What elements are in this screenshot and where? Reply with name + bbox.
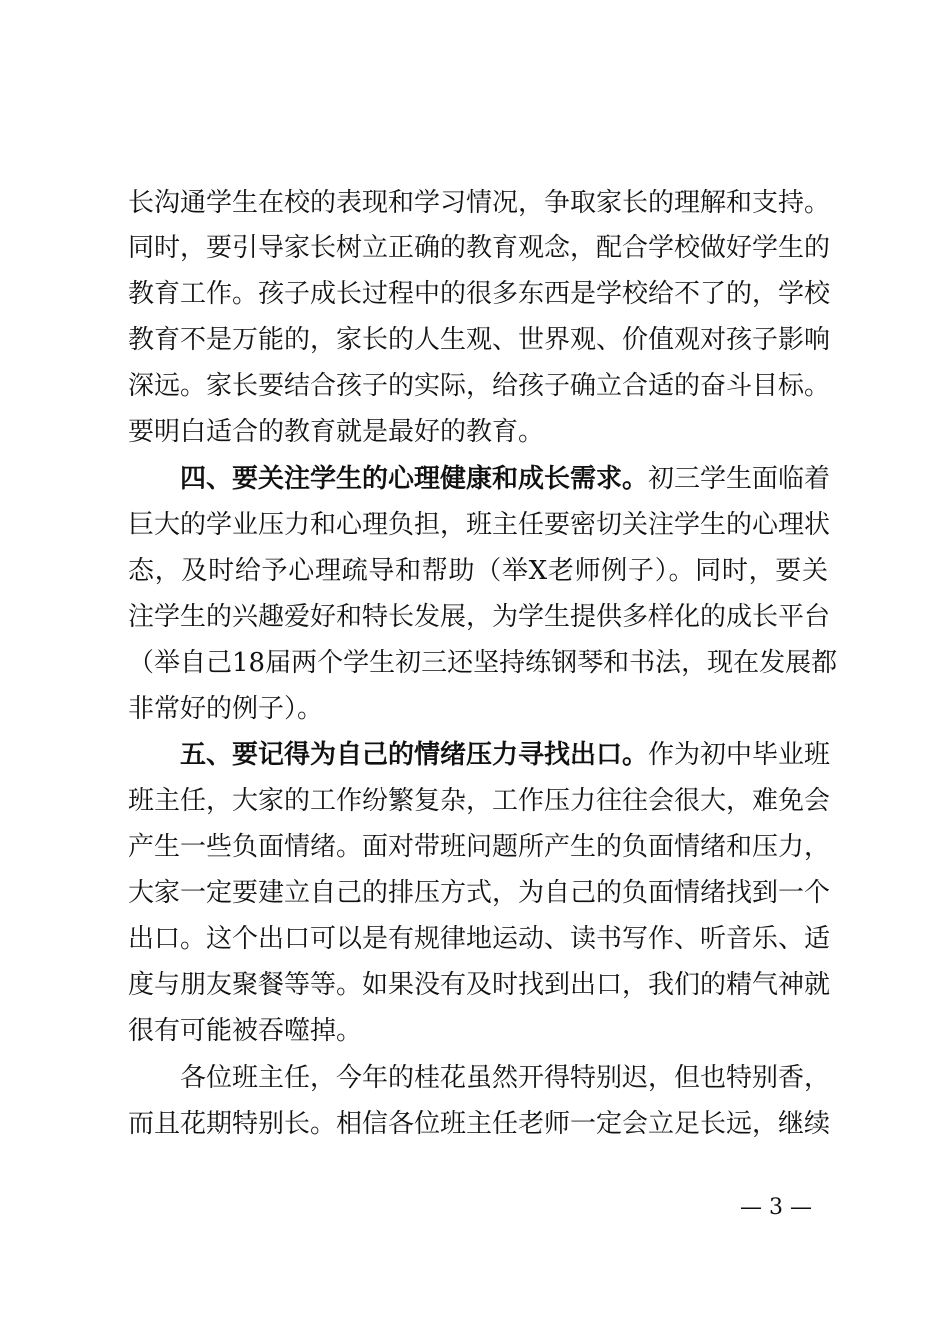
section-5-heading: 五、要记得为自己的情绪压力寻找出口。 <box>180 740 649 770</box>
body-text-line: 要明白适合的教育就是最好的教育。 <box>128 417 545 447</box>
body-text-line: 度与朋友聚餐等等。如果没有及时找到出口，我们的精气神就 <box>128 970 831 1000</box>
body-text-line: 深远。家长要结合孩子的实际，给孩子确立合适的奋斗目标。 <box>128 371 831 401</box>
section-4-heading: 四、要关注学生的心理健康和成长需求。 <box>180 464 649 494</box>
body-text-line: 产生一些负面情绪。面对带班问题所产生的负面情绪和压力， <box>128 832 831 862</box>
section-5-first-line <box>180 738 831 772</box>
body-text-line: 而且花期特别长。相信各位班主任老师一定会立足长远，继续 <box>128 1109 831 1139</box>
body-text-line: 出口。这个出口可以是有规律地运动、读书写作、听音乐、适 <box>128 924 831 954</box>
body-text-line: 巨大的学业压力和心理负担，班主任要密切关注学生的心理状 <box>128 510 831 540</box>
body-text-line: 非常好的例子）。 <box>128 694 324 724</box>
body-text-line: 大家一定要建立自己的排压方式，为自己的负面情绪找到一个 <box>128 878 831 908</box>
closing-first-line: 各位班主任，今年的桂花虽然开得特别迟，但也特别香， <box>180 1063 831 1093</box>
body-text-line: 教育工作。孩子成长过程中的很多东西是学校给不了的，学校 <box>128 279 831 309</box>
body-text-line: 同时，要引导家长树立正确的教育观念，配合学校做好学生的 <box>128 233 831 263</box>
section-4-first-line <box>180 462 831 496</box>
body-text-line: 教育不是万能的，家长的人生观、世界观、价值观对孩子影响 <box>128 325 831 355</box>
body-text-line: 班主任，大家的工作纷繁复杂，工作压力往往会很大，难免会 <box>128 786 831 816</box>
section-4-first-text: 初三学生面临着 <box>648 464 831 494</box>
body-text-line: 态，及时给予心理疏导和帮助（举X老师例子）。同时，要关 <box>128 556 828 586</box>
section-5-first-text: 作为初中毕业班 <box>648 740 831 770</box>
body-text-line: 很有可能被吞噬掉。 <box>128 1016 363 1046</box>
body-text-line: （举自己18届两个学生初三还坚持练钢琴和书法，现在发展都 <box>128 648 838 678</box>
body-text-line: 注学生的兴趣爱好和特长发展，为学生提供多样化的成长平台 <box>128 602 831 632</box>
page-number: — 3 — <box>740 1195 812 1220</box>
body-text-line: 长沟通学生在校的表现和学习情况，争取家长的理解和支持。 <box>128 188 831 218</box>
